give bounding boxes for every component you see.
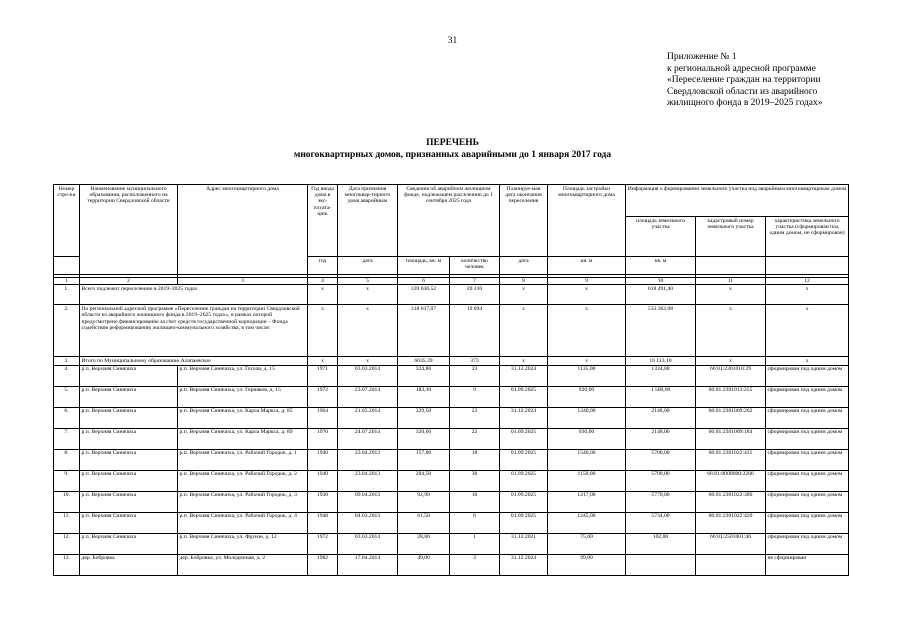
building-area-cell: 1135,00 [548, 365, 626, 386]
column-number: 2 [80, 278, 178, 285]
building-area-cell: 99,00 [548, 554, 626, 575]
appendix-line-3: «Переселение граждан на территории [667, 75, 821, 86]
summary-label: Всего подлежит переселению в 2019–2025 годах [80, 285, 308, 305]
appendix-line-5: жилищного фонда в 2019–2025 годах» [667, 98, 823, 109]
building-area-cell: 1540,00 [548, 449, 626, 470]
appendix-note [667, 52, 899, 110]
header-unit-empty [696, 257, 766, 275]
header-unit-plot-sqm: кв. м [626, 257, 696, 275]
building-area-cell: х [548, 285, 626, 305]
header-emergency-fund: Сведения об аварийном жилищном фонде, подлежащем расселению до 1 сентября 2025 года [398, 185, 500, 257]
year-cell: 1948 [308, 512, 338, 533]
appendix-line-4: Свердловской области из аварийного [667, 86, 818, 97]
header-unit-sqm: кв. м [548, 257, 626, 275]
year-cell: 1930 [308, 491, 338, 512]
year-cell: х [308, 357, 338, 365]
date-cell: 04.03.2013 [338, 512, 398, 533]
people-cell: 23 [450, 407, 500, 428]
table-row [54, 470, 849, 491]
page-number: 31 [447, 36, 458, 46]
building-area-cell: 1150,00 [548, 470, 626, 491]
characteristic-cell: сформирован под одним домом [766, 449, 849, 470]
header-plot-area: площадь земельного участка [626, 217, 696, 257]
header-cadastral-number: кадастровый номер земельного участка [696, 217, 766, 257]
plot-area-cell: 533 362,08 [626, 305, 696, 357]
column-numbers-row [54, 278, 849, 285]
table-row [54, 365, 849, 386]
area-cell: 318 637,07 [398, 305, 450, 357]
cadastral-cell: х [696, 305, 766, 357]
address-cell: р.п. Верхняя Синячиха, ул. Фрунзе, д. 12 [178, 533, 308, 554]
cadastral-cell: х [696, 357, 766, 365]
area-cell: 204,50 [398, 470, 450, 491]
plan-date-cell: х [500, 357, 548, 365]
characteristic-cell: сформирован под одним домом [766, 470, 849, 491]
characteristic-cell: не сформирован [766, 554, 849, 575]
column-number: 8 [500, 278, 548, 285]
cadastral-cell: 66:01:2301022:420 [696, 512, 766, 533]
date-cell: 03.03.2014 [338, 365, 398, 386]
column-number: 1 [54, 278, 80, 285]
area-cell: 28,80 [398, 533, 450, 554]
header-unit-year: год [308, 257, 338, 275]
area-cell: 183,30 [398, 386, 450, 407]
date-cell: х [338, 305, 398, 357]
header-building-area: Площадь застройки многоквартирного дома [548, 185, 626, 257]
cadastral-cell: 66:01:2301009:202 [696, 407, 766, 428]
people-cell: 373 [450, 357, 500, 365]
building-area-cell: 930,00 [548, 428, 626, 449]
row-number: 12. [54, 533, 80, 554]
plot-area-cell: 1 500,00 [626, 386, 696, 407]
people-cell: 23 [450, 365, 500, 386]
plot-area-cell: 5734,00 [626, 512, 696, 533]
header-land-plot-info: Информация о формировании земельного участка под аварийным многоквартирным домом [626, 185, 849, 217]
appendix-line-2: к региональной адресной программе [667, 63, 816, 74]
building-area-cell: 75,00 [548, 533, 626, 554]
address-cell: р.п. Верхняя Синячиха, ул. Горняков, д. 15 [178, 386, 308, 407]
row-number: 7. [54, 428, 80, 449]
document-title [0, 137, 905, 161]
building-area-cell: 1217,00 [548, 491, 626, 512]
cadastral-cell: х [696, 285, 766, 305]
municipality-cell: р.п. Верхняя Синячиха [80, 365, 178, 386]
date-cell: х [338, 357, 398, 365]
year-cell: 1964 [308, 407, 338, 428]
title-line-1: ПЕРЕЧЕНЬ [426, 138, 479, 148]
municipality-cell: дер. Бобровка [80, 554, 178, 575]
plot-area-cell: 102,00 [626, 533, 696, 554]
summary-label: Итого по Муниципальному образованию Алапаевское [80, 357, 308, 365]
table-row [54, 386, 849, 407]
plan-date-cell: 01.09.2025 [500, 386, 548, 407]
address-cell: р.п. Верхняя Синячиха, ул. Рабочий Городок, д. 3 [178, 491, 308, 512]
title-line-2: многоквартирных домов, признанных аварийными до 1 января 2017 года [293, 150, 612, 160]
table-row [54, 533, 849, 554]
address-cell: р.п. Верхняя Синячиха, ул. Карла Маркса, д. 89 [178, 428, 308, 449]
characteristic-cell: сформирован под одним домом [766, 407, 849, 428]
row-number: 2. [54, 305, 80, 357]
plan-date-cell: 31.12.2024 [500, 407, 548, 428]
header-year-built: Год ввода дома в экс-плуата-цию [308, 185, 338, 257]
table-body [54, 275, 849, 576]
table-row [54, 554, 849, 575]
table-row [54, 407, 849, 428]
area-cell: 6035,39 [398, 357, 450, 365]
address-cell: р.п. Верхняя Синячиха, ул. Рабочий Городок, д. 2 [178, 470, 308, 491]
people-cell: 6 [450, 512, 500, 533]
plot-area-cell: 2148,00 [626, 407, 696, 428]
people-cell: 18 [450, 449, 500, 470]
building-area-cell: 1240,00 [548, 407, 626, 428]
area-cell: 157,00 [398, 449, 450, 470]
table-row [54, 449, 849, 470]
appendix-line-1: Приложение № 1 [667, 52, 737, 62]
building-area-cell: 920,00 [548, 386, 626, 407]
row-number: 8. [54, 449, 80, 470]
row-number: 11. [54, 512, 80, 533]
characteristic-cell: сформирован под одним домом [766, 386, 849, 407]
people-cell: 1 [450, 533, 500, 554]
municipality-cell: р.п. Верхняя Синячиха [80, 449, 178, 470]
municipality-cell: р.п. Верхняя Синячиха [80, 491, 178, 512]
column-number: 7 [450, 278, 500, 285]
cadastral-cell: 66:01:0000000:2206 [696, 470, 766, 491]
column-number: 11 [696, 278, 766, 285]
municipality-cell: р.п. Верхняя Синячиха [80, 386, 178, 407]
cadastral-cell: 66:01:2301022:300 [696, 491, 766, 512]
people-cell: 20 310 [450, 285, 500, 305]
date-cell: 24.07.2014 [338, 428, 398, 449]
plan-date-cell: 01.09.2025 [500, 512, 548, 533]
summary-label: По региональной адресной программе «Переселение граждан на территории Свердловской области из аварийного жилищного фонда в 2019–2025 годах», в рамках которой предусмотрено финансирование за счет средств государственной корпорации – Фонда содействия реформированию жилищно-коммунального хозяйства, в том числе: [80, 305, 308, 357]
characteristic-cell: х [766, 357, 849, 365]
plot-area-cell: 5700,00 [626, 470, 696, 491]
header-unit-date: дата [338, 257, 398, 275]
housing-table [53, 184, 849, 576]
header-unit-plan-date: дата [500, 257, 548, 275]
municipality-cell: р.п. Верхняя Синячиха [80, 428, 178, 449]
header-row-number: Номер стро-ки [54, 185, 80, 257]
column-number: 10 [626, 278, 696, 285]
date-cell: 17.04.2014 [338, 554, 398, 575]
plan-date-cell: 31.12.2024 [500, 554, 548, 575]
area-cell: 49,00 [398, 554, 450, 575]
people-cell: 22 [450, 428, 500, 449]
plan-date-cell: х [500, 305, 548, 357]
municipality-cell: р.п. Верхняя Синячиха [80, 470, 178, 491]
cadastral-cell: 66:01:2301010:39 [696, 365, 766, 386]
date-cell: 21.05.2014 [338, 407, 398, 428]
date-cell: 03.03.2014 [338, 533, 398, 554]
municipality-cell: р.п. Верхняя Синячиха [80, 512, 178, 533]
year-cell: 1982 [308, 554, 338, 575]
date-cell: 23.07.2014 [338, 386, 398, 407]
area-cell: 329,50 [398, 407, 450, 428]
characteristic-cell: сформирован под одним домом [766, 428, 849, 449]
area-cell: 320,60 [398, 428, 450, 449]
people-cell: 19 094 [450, 305, 500, 357]
people-cell: 10 [450, 491, 500, 512]
cadastral-cell: 66:01:2301022:435 [696, 449, 766, 470]
header-address: Адрес многоквартирного дома [178, 185, 308, 275]
row-number: 1. [54, 285, 80, 305]
people-cell: 3 [450, 554, 500, 575]
summary-row [54, 357, 849, 365]
characteristic-cell: сформирован под одним домом [766, 491, 849, 512]
column-number: 5 [338, 278, 398, 285]
row-number: 4. [54, 365, 80, 386]
area-cell: 324,80 [398, 365, 450, 386]
municipality-cell: р.п. Верхняя Синячиха [80, 533, 178, 554]
cadastral-cell [696, 554, 766, 575]
column-number: 6 [398, 278, 450, 285]
plan-date-cell: 01.09.2025 [500, 428, 548, 449]
address-cell: р.п. Верхняя Синячиха, ул. Карла Маркса, д. 85 [178, 407, 308, 428]
area-cell: 339 638,52 [398, 285, 450, 305]
cadastral-cell: 66:01:2301009:184 [696, 428, 766, 449]
year-cell: 1940 [308, 470, 338, 491]
date-cell: 23.04.2013 [338, 470, 398, 491]
header-plot-characteristic: характеристика земельного участка (сформирован под одним домом, не сформирован) [766, 217, 849, 257]
table-row [54, 491, 849, 512]
plan-date-cell: 01.09.2025 [500, 470, 548, 491]
header-municipality: Наименование муниципального образования, расположенного на территории Свердловской области [80, 185, 178, 275]
plot-area-cell [626, 554, 696, 575]
address-cell: р.п. Верхняя Синячиха, ул. Рабочий Городок, д. 4 [178, 512, 308, 533]
plot-area-cell: 5700,00 [626, 449, 696, 470]
header-unit-area: площадь, кв. м [398, 257, 450, 275]
year-cell: х [308, 305, 338, 357]
year-cell: 1972 [308, 533, 338, 554]
table-row [54, 512, 849, 533]
cadastral-cell: 66:01:2501001:46 [696, 533, 766, 554]
building-area-cell: х [548, 357, 626, 365]
plot-area-cell: 16 113,10 [626, 357, 696, 365]
header-unit-people: количество человек [450, 257, 500, 275]
row-number: 13. [54, 554, 80, 575]
plot-area-cell: 1334,00 [626, 365, 696, 386]
characteristic-cell: х [766, 285, 849, 305]
characteristic-cell: сформирован под одним домом [766, 533, 849, 554]
characteristic-cell: сформирован под одним домом [766, 512, 849, 533]
plan-date-cell: 31.12.2021 [500, 533, 548, 554]
column-number: 9 [548, 278, 626, 285]
plot-area-cell: 618 491,40 [626, 285, 696, 305]
characteristic-cell: сформирован под одним домом [766, 365, 849, 386]
plan-date-cell: 31.12.2024 [500, 365, 548, 386]
row-number: 6. [54, 407, 80, 428]
column-number: 3 [178, 278, 308, 285]
address-cell: р.п. Верхняя Синячиха, ул. Рабочий Городок, д. 1 [178, 449, 308, 470]
column-number: 4 [308, 278, 338, 285]
table-header [54, 185, 849, 275]
building-area-cell: х [548, 305, 626, 357]
address-cell: дер. Бобровка, ул. Молодежная, д. 2 [178, 554, 308, 575]
row-number: 3. [54, 357, 80, 365]
date-cell: 09.04.2013 [338, 491, 398, 512]
plan-date-cell: 01.09.2025 [500, 449, 548, 470]
area-cell: 61,50 [398, 512, 450, 533]
year-cell: 1940 [308, 449, 338, 470]
date-cell: х [338, 285, 398, 305]
plot-area-cell: 5770,00 [626, 491, 696, 512]
municipality-cell: р.п. Верхняя Синячиха [80, 407, 178, 428]
header-unit-empty [54, 257, 80, 275]
summary-row [54, 305, 849, 357]
column-number: 12 [766, 278, 849, 285]
people-cell: 9 [450, 386, 500, 407]
people-cell: 30 [450, 470, 500, 491]
plan-date-cell: 01.09.2025 [500, 491, 548, 512]
row-number: 10. [54, 491, 80, 512]
address-cell: р.п. Верхняя Синячиха, ул. Гоголя, д. 15 [178, 365, 308, 386]
area-cell: 92,90 [398, 491, 450, 512]
header-unit-empty [766, 257, 849, 275]
header-planned-date: Планируе-мая дата окончания переселения [500, 185, 548, 257]
row-number: 9. [54, 470, 80, 491]
building-area-cell: 1245,00 [548, 512, 626, 533]
table-row [54, 428, 849, 449]
year-cell: 1971 [308, 365, 338, 386]
header-emergency-date: Дата признания многоквар-тирного дома аварийным [338, 185, 398, 257]
plan-date-cell: х [500, 285, 548, 305]
row-number: 5. [54, 386, 80, 407]
date-cell: 23.04.2013 [338, 449, 398, 470]
characteristic-cell: х [766, 305, 849, 357]
summary-row [54, 285, 849, 305]
cadastral-cell: 66:01:2301013:255 [696, 386, 766, 407]
year-cell: 1972 [308, 386, 338, 407]
year-cell: х [308, 285, 338, 305]
year-cell: 1970 [308, 428, 338, 449]
plot-area-cell: 2148,00 [626, 428, 696, 449]
